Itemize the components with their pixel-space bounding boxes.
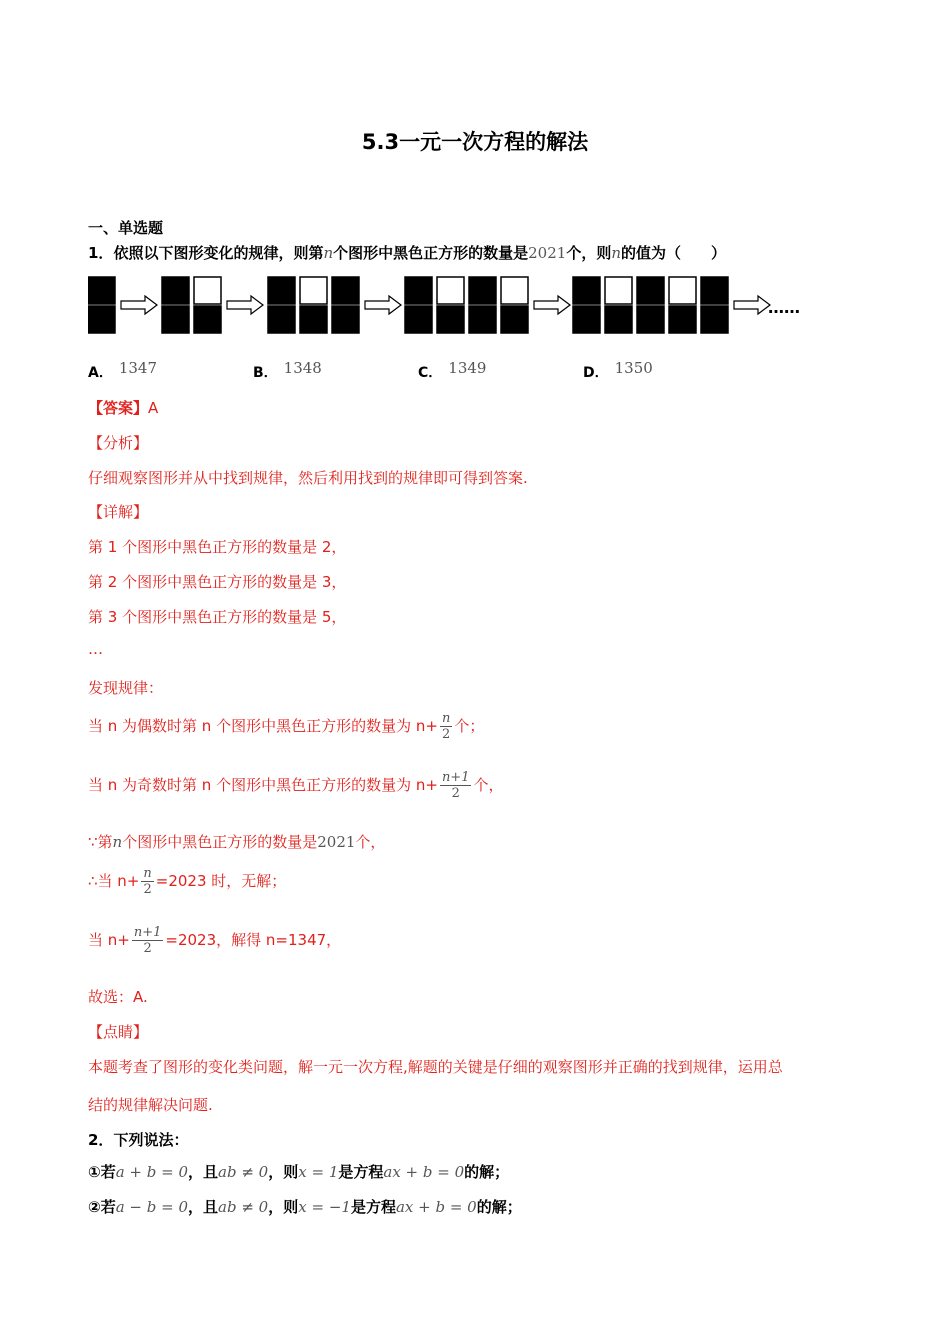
pattern-square-black — [605, 306, 632, 333]
figure-ellipsis: …… — [768, 298, 800, 317]
analysis-tag: 【分析】 — [88, 434, 149, 452]
option-b[interactable]: B． 1348 — [253, 359, 322, 381]
pattern-square-black — [332, 277, 359, 304]
pattern-square-white — [669, 277, 696, 304]
therefore-line: ∴当 n+ $\frac{n}{2}$ =2023 时，无解； — [88, 866, 287, 897]
stem-text: 的值为（ ） — [621, 244, 727, 262]
page-title: 5.3一元一次方程的解法 — [361, 130, 589, 154]
pattern-square-black — [268, 306, 295, 333]
arrow-right-icon — [534, 296, 570, 314]
pattern-square-black — [669, 306, 696, 333]
detail-ellipsis: … — [88, 640, 103, 658]
var-n: n — [611, 244, 622, 262]
pattern-square-black — [437, 306, 464, 333]
arrow-right-icon — [227, 296, 263, 314]
arrow-right-icon — [365, 296, 401, 314]
pattern-square-black — [573, 277, 600, 304]
rule-odd: 当 n 为奇数时第 n 个图形中黑色正方形的数量为 n+ $\frac{n+1}{2}$ 个， — [88, 770, 504, 801]
pattern-square-black — [405, 306, 432, 333]
pattern-square-black — [88, 306, 115, 333]
detail-line-3: 第 3 个图形中黑色正方形的数量是 5， — [88, 608, 347, 626]
pattern-square-black — [637, 277, 664, 304]
stem-text: 个图形中黑色正方形的数量是 — [333, 244, 529, 262]
question-1-stem — [88, 242, 726, 263]
comment-line-1: 本题考查了图形的变化类问题，解一元一次方程,解题的关键是仔细的观察图形并正确的找到规律，运用总 — [88, 1058, 783, 1076]
fraction-n1-over-2: $\frac{n+1}{2}$ — [133, 925, 162, 956]
pattern-square-black — [268, 277, 295, 304]
pattern-square-black — [637, 306, 664, 333]
choose-line: 故选：A. — [88, 988, 148, 1006]
section-heading: 一、单选题 — [88, 219, 164, 237]
pattern-square-white — [605, 277, 632, 304]
pattern-square-black — [573, 306, 600, 333]
option-c[interactable]: C． 1349 — [418, 359, 487, 381]
comment-tag: 【点睛】 — [88, 1023, 149, 1041]
answer-line: 【答案】A — [88, 399, 159, 417]
pattern-square-black — [332, 306, 359, 333]
pattern-square-white — [194, 277, 221, 304]
stem-text: 个，则 — [566, 244, 612, 262]
rule-even: 当 n 为偶数时第 n 个图形中黑色正方形的数量为 n+ $\frac{n}{2}$ 个； — [88, 711, 485, 742]
var-n: n — [323, 244, 334, 262]
pattern-square-black — [405, 277, 432, 304]
since-line: ∵第n个图形中黑色正方形的数量是2021个， — [88, 833, 386, 851]
option-d[interactable]: D． 1350 — [583, 359, 653, 381]
pattern-square-black — [469, 306, 496, 333]
detail-tag: 【详解】 — [88, 503, 149, 521]
solve-line: 当 n+ $\frac{n+1}{2}$ =2023，解得 n=1347， — [88, 925, 342, 956]
statement-2: ②若a − b = 0，且ab ≠ 0，则x = −1是方程ax + b = 0的解； — [88, 1198, 522, 1216]
question-2-stem: 2．下列说法： — [88, 1131, 189, 1149]
stem-text: 依照以下图形变化的规律，则第 — [113, 244, 324, 262]
pattern-square-black — [162, 306, 189, 333]
pattern-square-black — [701, 277, 728, 304]
pattern-square-white — [300, 277, 327, 304]
fraction-n1-over-2: $\frac{n+1}{2}$ — [441, 770, 470, 801]
pattern-square-black — [88, 277, 115, 304]
fraction-n-over-2: $\frac{n}{2}$ — [441, 711, 451, 742]
pattern-figure — [88, 276, 848, 336]
comment-line-2: 结的规律解决问题. — [88, 1096, 213, 1114]
pattern-square-black — [701, 306, 728, 333]
pattern-square-black — [162, 277, 189, 304]
question-number: 1． — [88, 244, 114, 262]
value-2021: 2021 — [528, 244, 567, 262]
pattern-square-white — [501, 277, 528, 304]
arrow-right-icon — [121, 296, 157, 314]
detail-line-1: 第 1 个图形中黑色正方形的数量是 2， — [88, 538, 347, 556]
detail-rule-intro: 发现规律： — [88, 679, 164, 697]
pattern-square-white — [437, 277, 464, 304]
analysis-text: 仔细观察图形并从中找到规律，然后利用找到的规律即可得到答案. — [88, 469, 528, 487]
pattern-square-black — [194, 306, 221, 333]
detail-line-2: 第 2 个图形中黑色正方形的数量是 3， — [88, 573, 347, 591]
pattern-square-black — [469, 277, 496, 304]
pattern-square-black — [501, 306, 528, 333]
pattern-square-black — [300, 306, 327, 333]
statement-1: ①若a + b = 0，且ab ≠ 0，则x = 1是方程ax + b = 0的解； — [88, 1163, 510, 1181]
fraction-n-over-2: $\frac{n}{2}$ — [143, 866, 152, 897]
option-a[interactable]: A． 1347 — [88, 359, 158, 381]
arrow-right-icon — [734, 296, 770, 314]
